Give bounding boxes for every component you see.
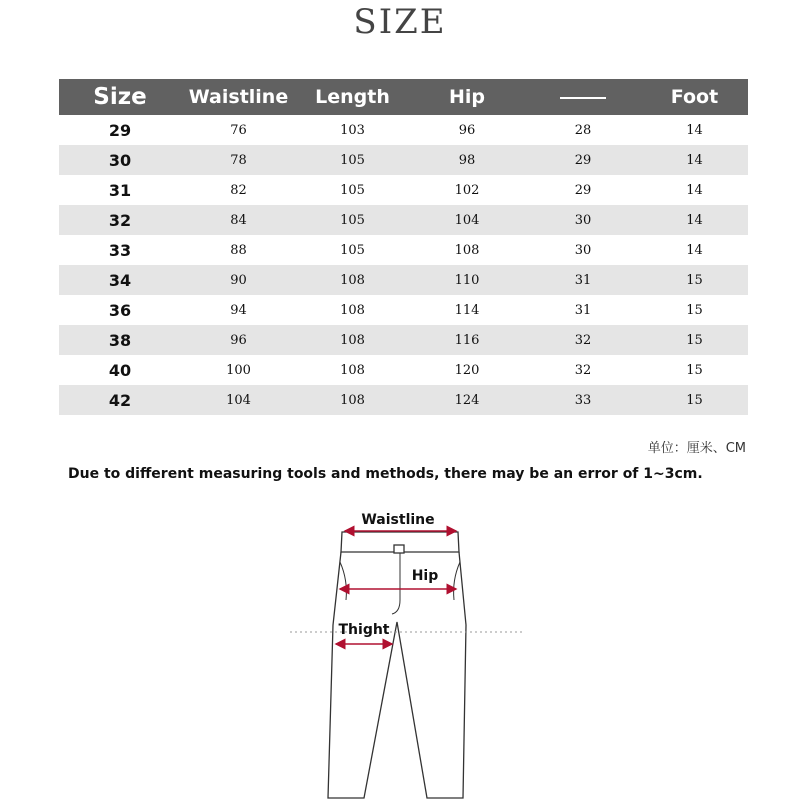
table-cell: 78 (181, 145, 296, 175)
table-cell: 32 (574, 362, 592, 378)
table-cell: 105 (296, 145, 409, 175)
table-row (59, 325, 748, 355)
table-row (59, 175, 748, 205)
table-cell: 116 (409, 325, 525, 355)
table-cell: 102 (454, 182, 480, 198)
table-row (59, 385, 748, 415)
header-dash (525, 79, 641, 115)
table-cell: 76 (230, 122, 247, 138)
header-length: Length (296, 79, 409, 115)
table-cell: 96 (181, 325, 296, 355)
table-body (59, 115, 748, 415)
header-size: Size (59, 79, 181, 115)
table-row (59, 205, 748, 235)
table-cell: 15 (686, 362, 703, 378)
table-cell: 36 (108, 300, 132, 320)
table-cell: 15 (686, 302, 703, 318)
table-cell: 14 (641, 205, 748, 235)
table-cell: 31 (574, 302, 592, 318)
table-row (59, 235, 748, 265)
dash-line-icon (560, 97, 606, 99)
table-cell: 15 (641, 325, 748, 355)
table-cell: 15 (641, 265, 748, 295)
table-cell: 108 (340, 362, 365, 378)
table-cell: 30 (574, 242, 592, 258)
table-cell: 98 (409, 145, 525, 175)
table-row (59, 145, 748, 175)
table-cell: 105 (340, 242, 365, 258)
table-cell: 108 (296, 265, 409, 295)
table-cell: 32 (525, 325, 641, 355)
pants-outline-icon (328, 532, 466, 798)
header-hip: Hip (409, 79, 525, 115)
table-cell: 15 (641, 385, 748, 415)
table-row (59, 295, 748, 325)
table-cell: 108 (340, 302, 365, 318)
table-header-row (59, 79, 748, 115)
table-cell: 108 (296, 385, 409, 415)
table-cell: 114 (454, 302, 480, 318)
table-cell: 34 (59, 265, 181, 295)
table-cell: 104 (181, 385, 296, 415)
hip-label: Hip (411, 568, 439, 584)
table-cell: 29 (574, 182, 592, 198)
table-cell: 14 (686, 182, 703, 198)
waistline-label: Waistline (361, 512, 435, 528)
table-cell: 42 (59, 385, 181, 415)
table-cell: 14 (641, 145, 748, 175)
table-cell: 32 (59, 205, 181, 235)
header-waistline: Waistline (181, 79, 296, 115)
table-cell: 29 (108, 120, 132, 140)
table-cell: 14 (686, 122, 703, 138)
table-cell: 30 (525, 205, 641, 235)
table-cell: 28 (574, 122, 592, 138)
table-cell: 38 (59, 325, 181, 355)
table-cell: 40 (108, 360, 132, 380)
table-cell: 110 (409, 265, 525, 295)
table-cell: 31 (525, 265, 641, 295)
table-cell: 124 (409, 385, 525, 415)
table-cell: 90 (181, 265, 296, 295)
table-cell: 84 (181, 205, 296, 235)
size-chart-table (59, 79, 748, 415)
table-cell: 14 (686, 242, 703, 258)
table-cell: 29 (525, 145, 641, 175)
thigh-label: Thight (338, 622, 390, 638)
table-cell: 103 (340, 122, 365, 138)
table-cell: 104 (409, 205, 525, 235)
table-cell: 94 (230, 302, 247, 318)
table-cell: 30 (59, 145, 181, 175)
table-cell: 100 (226, 362, 251, 378)
table-row (59, 265, 748, 295)
table-cell: 31 (108, 180, 132, 200)
table-cell: 108 (296, 325, 409, 355)
table-cell: 33 (108, 240, 132, 260)
table-row (59, 115, 748, 145)
table-cell: 88 (230, 242, 247, 258)
table-cell: 82 (230, 182, 247, 198)
table-cell: 120 (454, 362, 480, 378)
page-title: SIZE (353, 2, 447, 42)
disclaimer-text: Due to different measuring tools and methods, there may be an error of 1~3cm. (68, 466, 703, 482)
unit-note: 单位：厘米、CM (647, 441, 746, 456)
table-cell: 33 (525, 385, 641, 415)
table-cell: 105 (296, 205, 409, 235)
table-cell: 108 (454, 242, 480, 258)
table-cell: 96 (458, 122, 476, 138)
table-row (59, 355, 748, 385)
pants-diagram (280, 500, 530, 800)
header-foot: Foot (641, 79, 748, 115)
table-cell: 105 (340, 182, 365, 198)
